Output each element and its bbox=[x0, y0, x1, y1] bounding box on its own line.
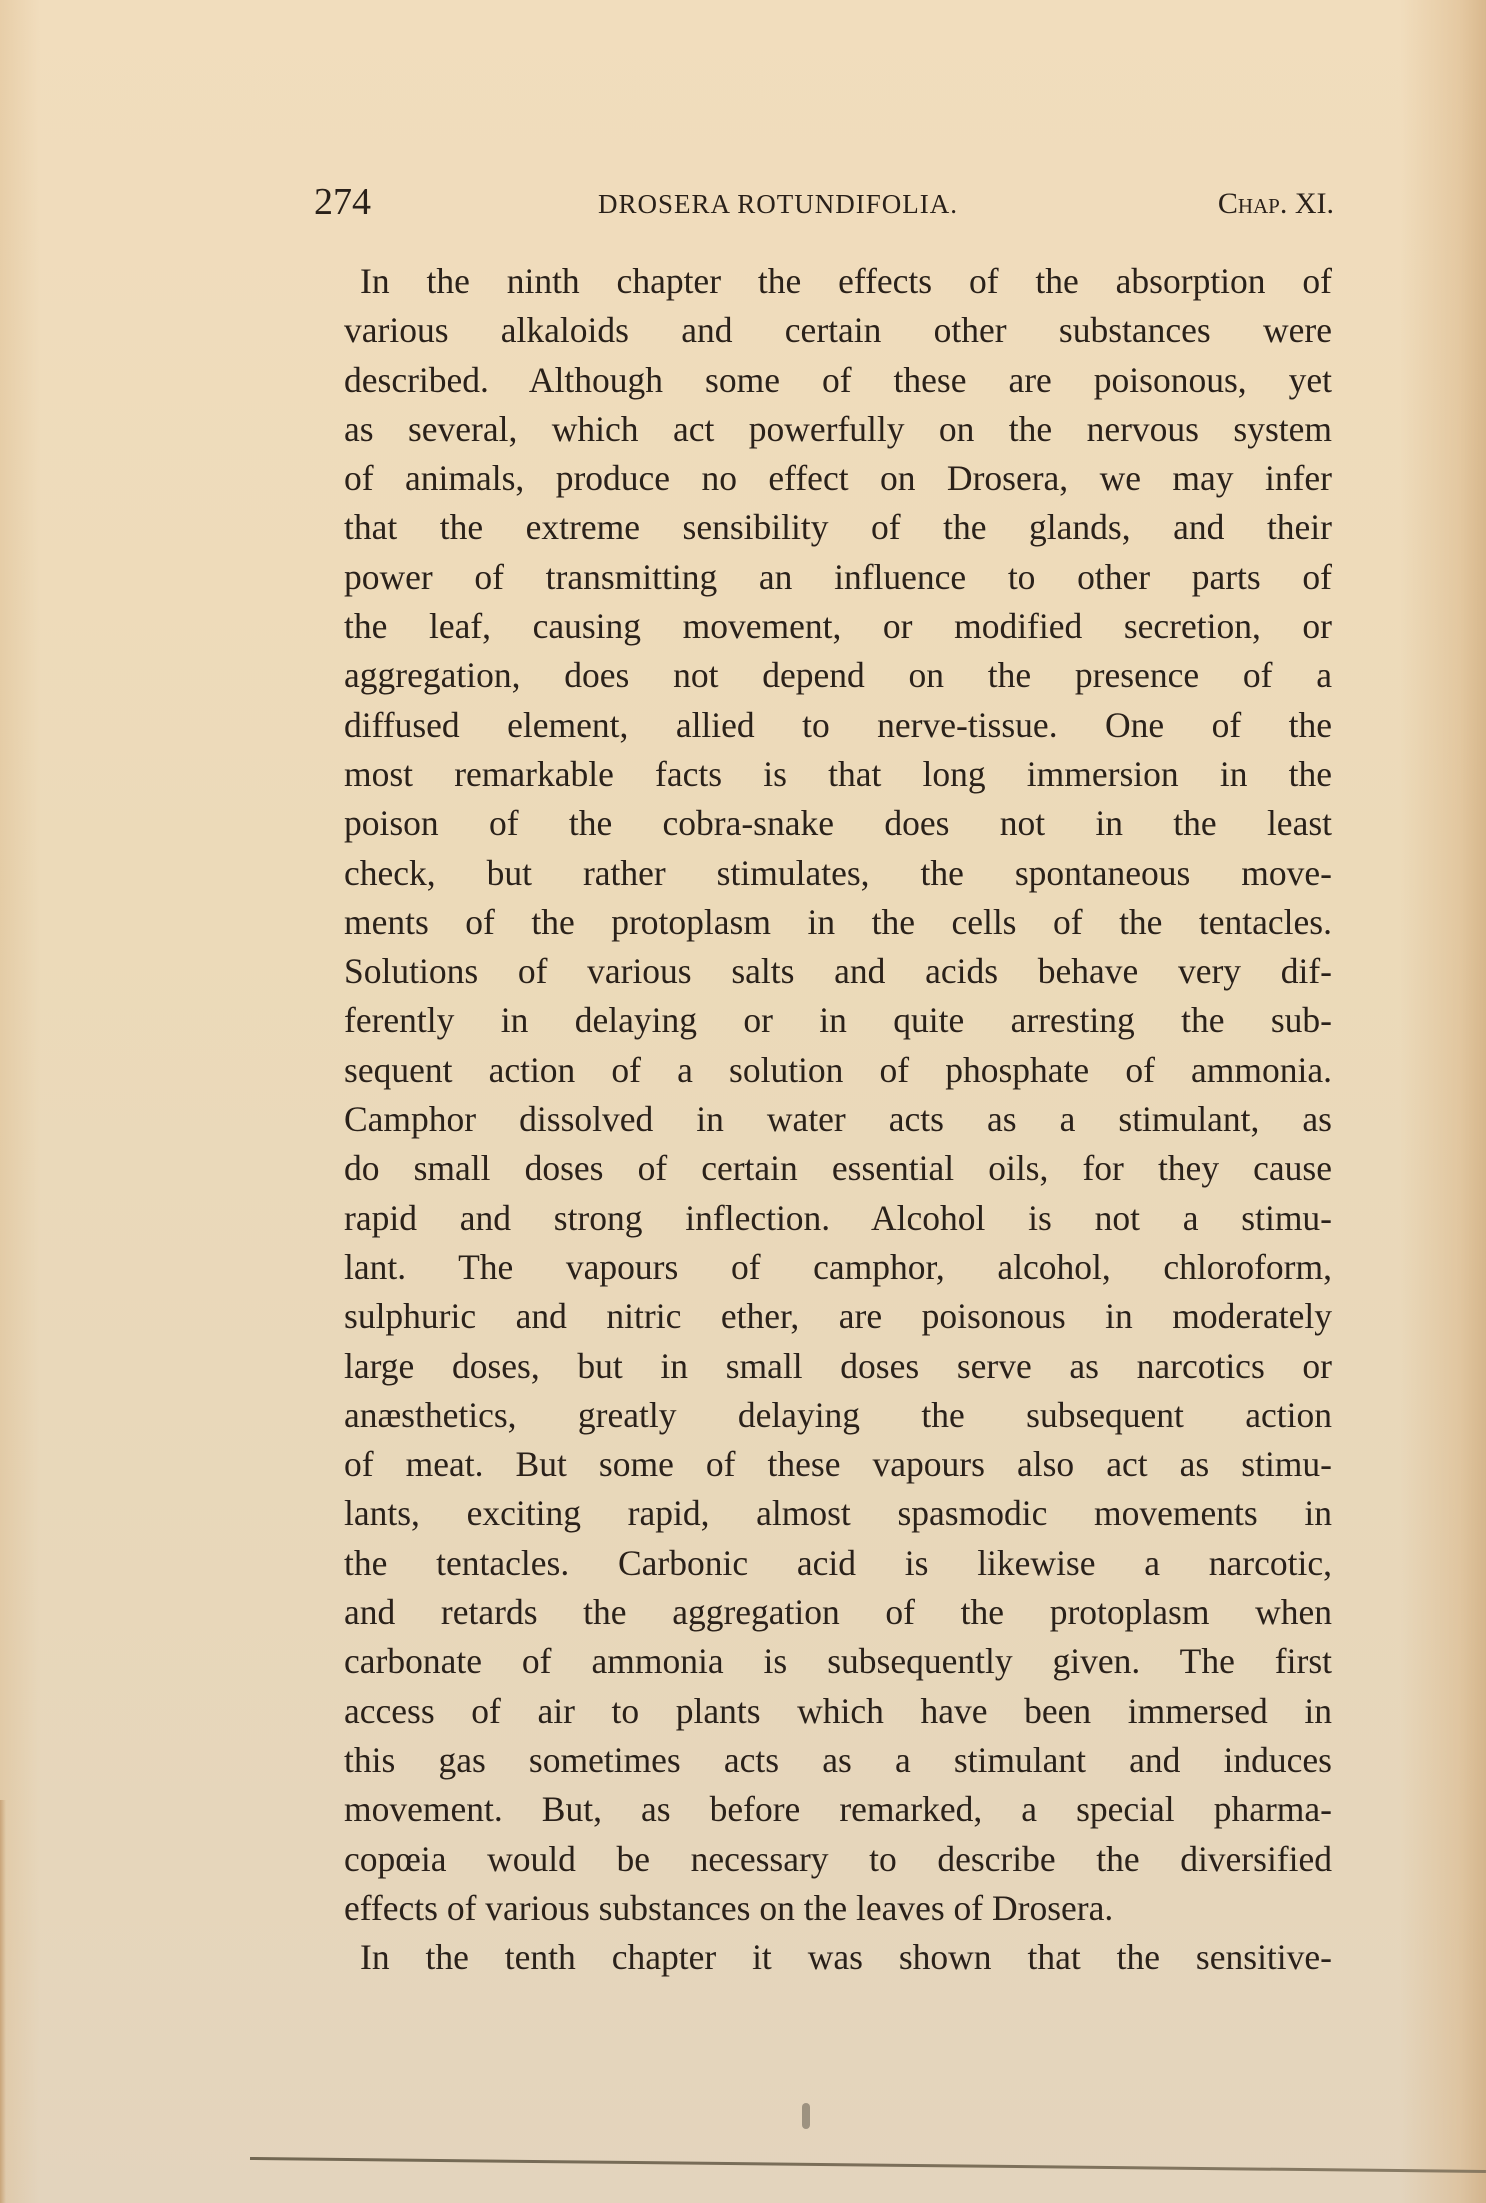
text-line: copœia would be necessary to describe the diversified bbox=[344, 1838, 1332, 1879]
text-line: described. Although some of these are poisonous, yet bbox=[344, 359, 1332, 400]
text-line: ments of the protoplasm in the cells of the tentacles. bbox=[344, 901, 1332, 942]
text-line: do small doses of certain essential oils, for they cause bbox=[344, 1148, 1332, 1189]
text-line: Camphor dissolved in water acts as a stimulant, as bbox=[344, 1099, 1332, 1140]
text-line: sulphuric and nitric ether, are poisonous in moderately bbox=[344, 1296, 1332, 1337]
page-number: 274 bbox=[314, 181, 371, 223]
text-line: power of transmitting an influence to other parts of bbox=[344, 556, 1332, 597]
text-line: large doses, but in small doses serve as narcotics or bbox=[344, 1345, 1332, 1386]
text-line: movement. But, as before remarked, a special pharma- bbox=[344, 1789, 1332, 1830]
text-line: this gas sometimes acts as a stimulant and induces bbox=[344, 1739, 1332, 1780]
text-line: as several, which act powerfully on the nervous system bbox=[344, 408, 1332, 449]
text-line: most remarkable facts is that long immersion in the bbox=[344, 753, 1332, 794]
text-line: the leaf, causing movement, or modified secretion, or bbox=[344, 606, 1332, 647]
text-line: effects of various substances on the leaves of Drosera. bbox=[344, 1887, 1114, 1928]
text-line: In the ninth chapter the effects of the absorption of bbox=[360, 261, 1332, 301]
text-line: access of air to plants which have been immersed in bbox=[344, 1690, 1332, 1731]
running-title: DROSERA ROTUNDIFOLIA. bbox=[598, 189, 959, 219]
text-line: ferently in delaying or in quite arresting the sub- bbox=[344, 1000, 1332, 1041]
text-line: check, but rather stimulates, the spontaneous move- bbox=[344, 852, 1332, 893]
text-line: aggregation, does not depend on the presence of a bbox=[344, 655, 1332, 696]
text-line: and retards the aggregation of the protoplasm when bbox=[344, 1592, 1332, 1633]
text-line: anæsthetics, greatly delaying the subsequent action bbox=[344, 1394, 1332, 1435]
running-head bbox=[314, 172, 1334, 232]
text-line: In the tenth chapter it was shown that the sensitive- bbox=[360, 1937, 1332, 1978]
text-line: lants, exciting rapid, almost spasmodic movements in bbox=[344, 1493, 1332, 1534]
text-line: the tentacles. Carbonic acid is likewise a narcotic, bbox=[344, 1542, 1332, 1583]
page-bottom-rule bbox=[250, 2157, 1486, 2173]
page-edge-shadow bbox=[0, 1800, 6, 2203]
text-line: lant. The vapours of camphor, alcohol, chloroform, bbox=[344, 1246, 1332, 1287]
text-line: diffused element, allied to nerve-tissue. One of the bbox=[344, 704, 1332, 745]
text-line: sequent action of a solution of phosphate of ammonia. bbox=[344, 1049, 1332, 1090]
text-line: of animals, produce no effect on Drosera, we may infer bbox=[344, 458, 1332, 499]
body-text bbox=[344, 257, 1332, 1982]
text-line: Solutions of various salts and acids behave very dif- bbox=[344, 951, 1332, 992]
text-line: of meat. But some of these vapours also act as stimu- bbox=[344, 1444, 1332, 1485]
text-line: poison of the cobra-snake does not in the least bbox=[344, 803, 1332, 844]
text-line: that the extreme sensibility of the glands, and their bbox=[344, 507, 1332, 548]
chapter-label: Chap. XI. bbox=[1217, 187, 1334, 220]
text-line: rapid and strong inflection. Alcohol is not a stimu- bbox=[344, 1197, 1332, 1238]
text-line: various alkaloids and certain other substances were bbox=[344, 310, 1332, 351]
text-line: carbonate of ammonia is subsequently given. The first bbox=[344, 1641, 1332, 1682]
ink-smudge bbox=[802, 2103, 810, 2129]
